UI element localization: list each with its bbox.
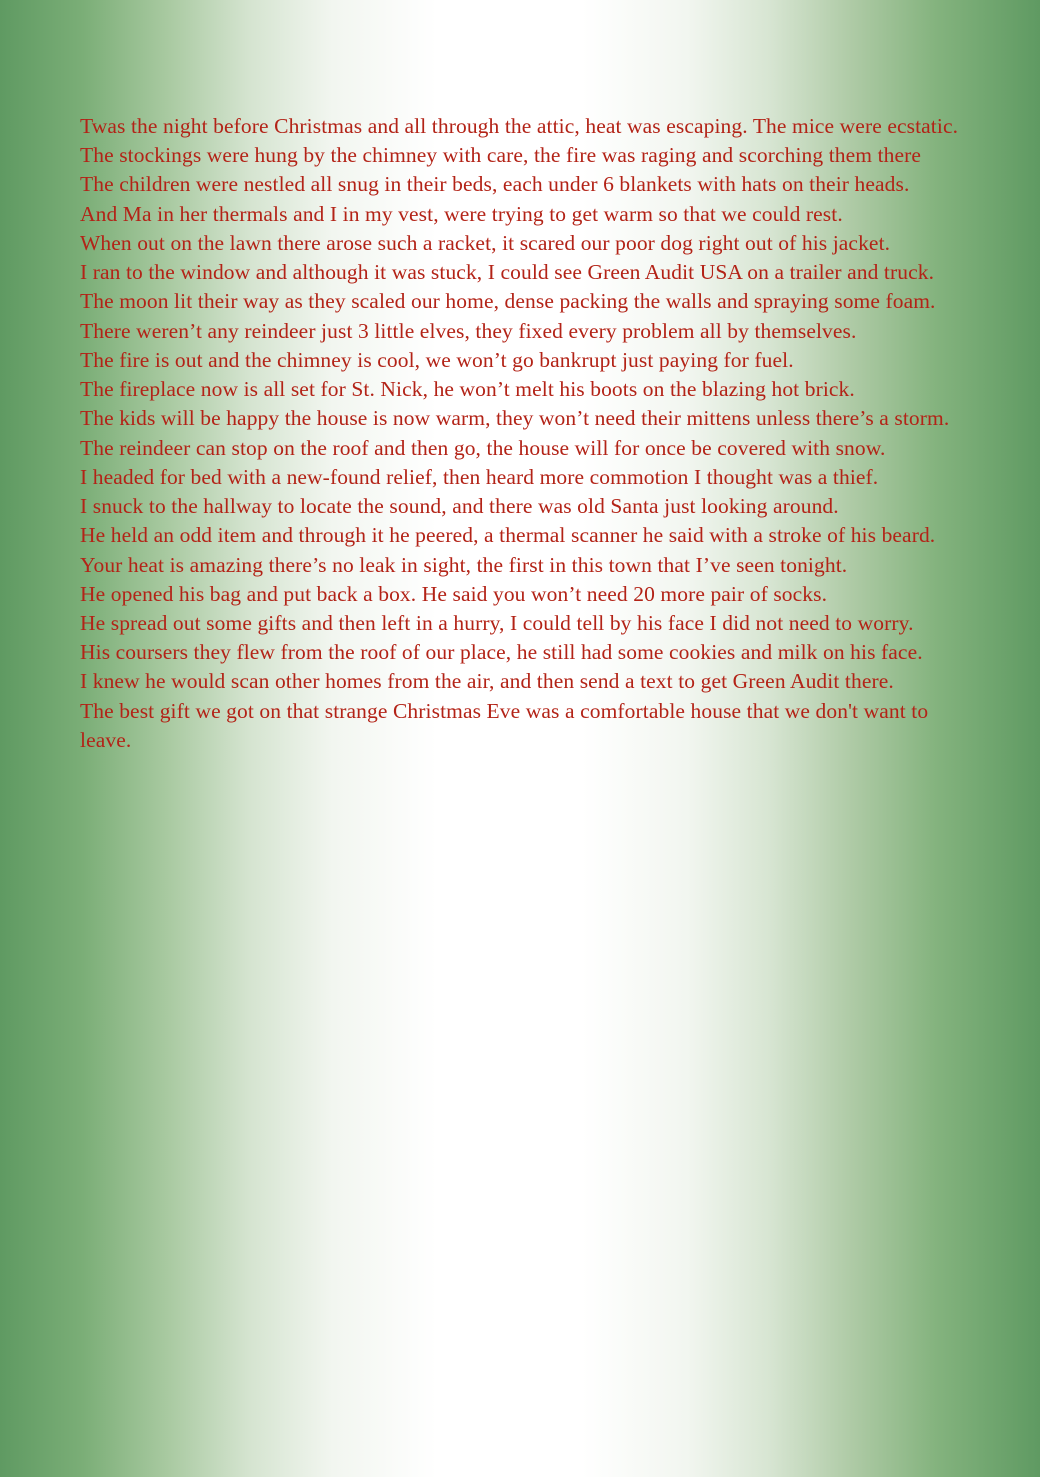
poem-line: Twas the night before Christmas and all through the attic, heat was escaping. The mice were ecstatic. xyxy=(80,114,959,138)
poem-line: The kids will be happy the house is now warm, they won’t need their mittens unless there’s a storm. xyxy=(80,406,950,431)
poem-line: His coursers they flew from the roof of our place, he still had some cookies and milk on his face. xyxy=(80,640,923,665)
poem-line: The fireplace now is all set for St. Nick, he won’t melt his boots on the blazing hot brick. xyxy=(80,377,855,402)
poem-line: The moon lit their way as they scaled our home, dense packing the walls and spraying some foam. xyxy=(80,289,936,314)
poem-line: He opened his bag and put back a box. He said you won’t need 20 more pair of socks. xyxy=(80,581,828,606)
poem-line: The fire is out and the chimney is cool, we won’t go bankrupt just paying for fuel. xyxy=(80,347,794,372)
poem-line: I headed for bed with a new-found relief, then heard more commotion I thought was a thief. xyxy=(80,464,879,489)
poem-line: Your heat is amazing there’s no leak in sight, the first in this town that I’ve seen tonight. xyxy=(80,552,848,577)
poem-line: I snuck to the hallway to locate the sound, and there was old Santa just looking around. xyxy=(80,494,839,519)
poem-line: I knew he would scan other homes from the air, and then send a text to get Green Audit there. xyxy=(80,669,894,694)
poem-line: He spread out some gifts and then left in a hurry, I could tell by his face I did not need to worry. xyxy=(80,610,914,635)
poem-line: There weren’t any reindeer just 3 little elves, they fixed every problem all by themselves. xyxy=(80,318,857,343)
poem-line: The reindeer can stop on the roof and then go, the house will for once be covered with snow. xyxy=(80,435,886,460)
poem-line: When out on the lawn there arose such a racket, it scared our poor dog right out of his jacket. xyxy=(80,230,891,255)
poem-line: And Ma in her thermals and I in my vest, were trying to get warm so that we could rest. xyxy=(80,201,843,226)
poem-line: The children were nestled all snug in their beds, each under 6 blankets with hats on their heads. xyxy=(80,172,910,197)
poem-line: The stockings were hung by the chimney with care, the fire was raging and scorching them there xyxy=(80,143,922,168)
poem-line: He held an odd item and through it he peered, a thermal scanner he said with a stroke of his beard. xyxy=(80,523,936,548)
poem-line: The best gift we got on that strange Christmas Eve was a comfortable house that we don't want to leave. xyxy=(80,698,929,752)
poem-body xyxy=(80,112,966,755)
poem-line: I ran to the window and although it was stuck, I could see Green Audit USA on a trailer and truck. xyxy=(80,260,935,285)
